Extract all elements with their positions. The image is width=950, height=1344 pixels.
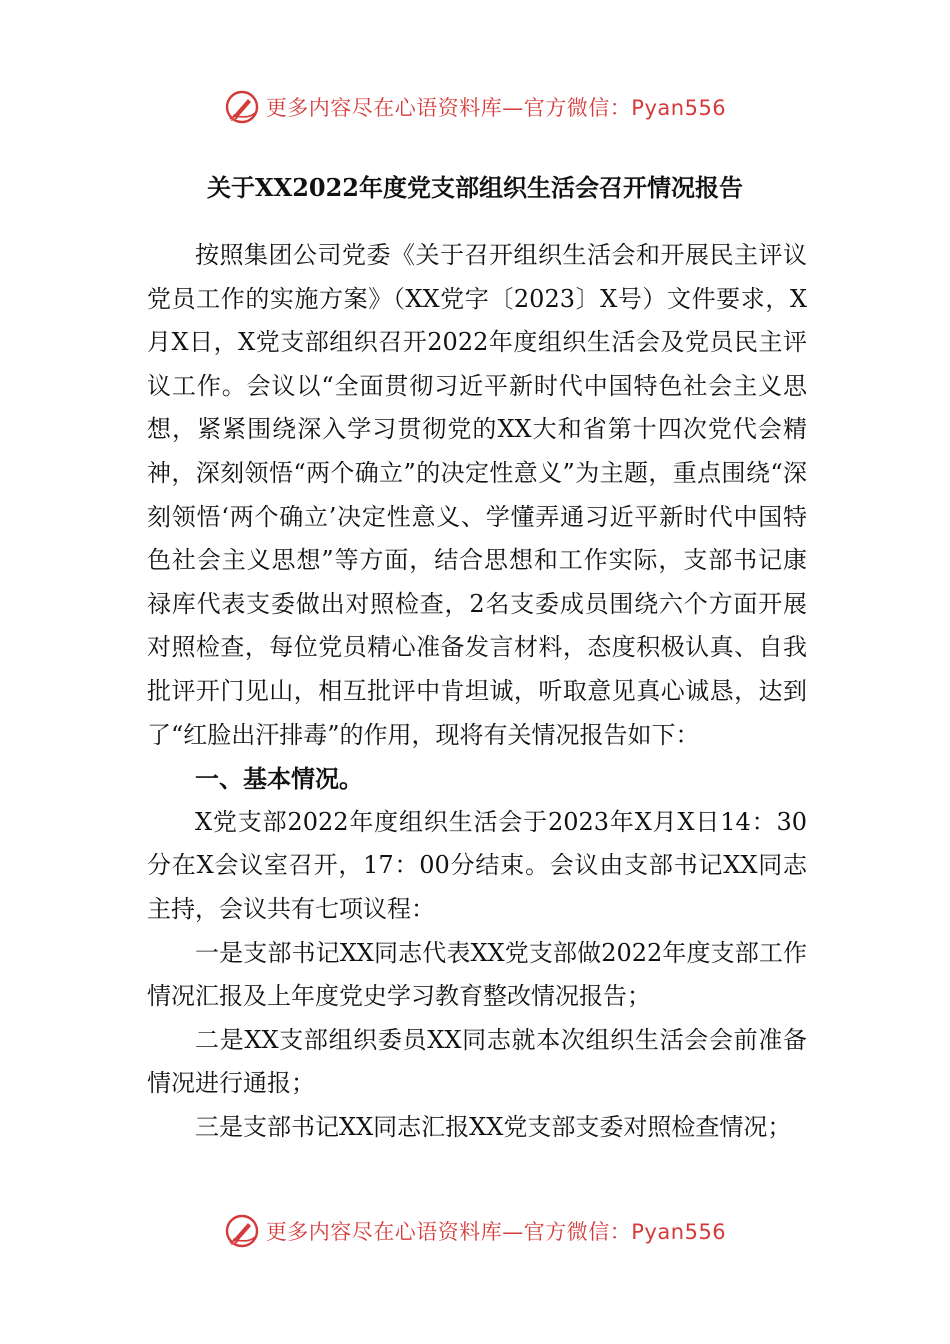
section-heading-basic-info: 一、基本情况。 [195, 764, 363, 794]
intro-paragraph: 按照集团公司党委《关于召开组织生活会和开展民主评议党员工作的实施方案》（XX党字〔2023〕X号）文件要求，X月X日，X党支部组织召开2022年度组织生活会及党员民主评议工作。会议以“全面贯彻习近平新时代中国特色社会主义思想，紧紧围绕深入学习贯彻党的XX大和省第十四次党代会精神，深刻领悟“两个确立”的决定性意义”为主题，重点围绕“深刻领悟‘两个确立’决定性意义、学懂弄通习近平新时代中国特色社会主义思想”等方面，结合思想和工作实际，支部书记康禄库代表支委做出对照检查，2名支委成员围绕六个方面开展对照检查，每位党员精心准备发言材料，态度积极认真、自我批评开门见山，相互批评中肯坦诚，听取意见真心诚恳，达到了“红脸出汗排毒”的作用，现将有关情况报告如下： [147, 241, 807, 749]
document-title: 关于XX2022年度党支部组织生活会召开情况报告 [206, 173, 744, 202]
basic-info-paragraph: X党支部2022年度组织生活会于2023年X月X日14：30分在X会议室召开，17：00分结束。会议由支部书记XX同志主持，会议共有七项议程： [147, 807, 807, 923]
pen-circle-logo-icon [224, 1213, 260, 1249]
agenda-item-2: 二是XX支部组织委员XX同志就本次组织生活会会前准备情况进行通报； [147, 1025, 807, 1098]
watermark-text: 更多内容尽在心语资料库—官方微信：Pyan556 [265, 1220, 727, 1244]
document-body [147, 234, 807, 1149]
agenda-item-3: 三是支部书记XX同志汇报XX党支部支委对照检查情况； [195, 1112, 792, 1141]
watermark-footer [0, 1211, 950, 1251]
watermark-text: 更多内容尽在心语资料库—官方微信：Pyan556 [265, 96, 727, 120]
watermark-header [0, 87, 950, 127]
agenda-item-1: 一是支部书记XX同志代表XX党支部做2022年度支部工作情况汇报及上年度党史学习教育整改情况报告； [147, 938, 807, 1011]
pen-circle-logo-icon [224, 89, 260, 125]
